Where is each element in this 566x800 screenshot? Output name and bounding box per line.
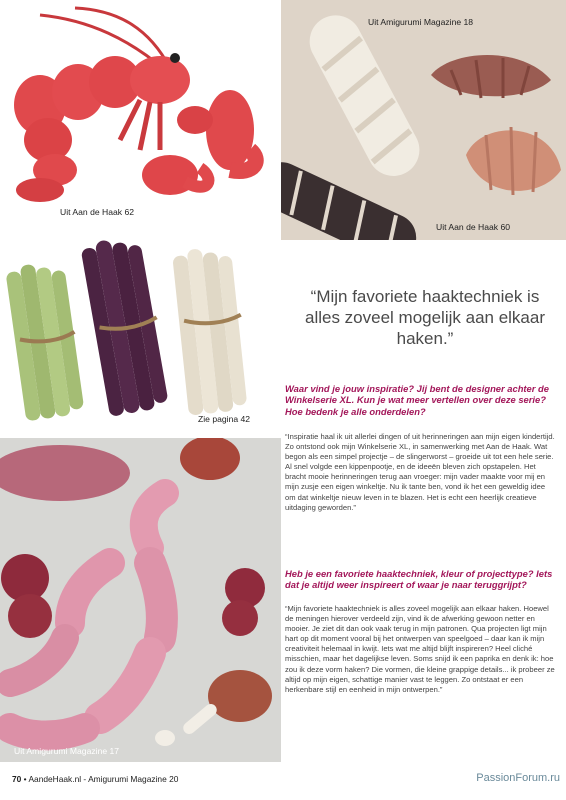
sausage-caption: Uit Amigurumi Magazine 17	[14, 746, 120, 756]
sausage-photo	[0, 438, 281, 762]
bread-illustration	[281, 0, 566, 240]
question-1: Waar vind je jouw inspiratie? Jij bent de designer achter de Winkelserie XL. Kun je wat meer vertellen over deze serie? Hoe bedenk je alle onderdelen?	[285, 383, 549, 417]
lobster-photo	[0, 0, 280, 228]
page-number: 70	[12, 774, 22, 784]
answer-1: “Inspiratie haal ik uit allerlei dingen of uit herinneringen aan mijn eigen kindertijd. Zo ontstond ook mijn Winkelserie XL, in samenwerking met Aan de Haak. Wat begon als een simpel projectje – de slingerworst – groeide uit tot een hele serie. Al snel volgde een kippenpootje, en de ideeën bleven zich opstapelen. Het bracht mooie herinneringen terug aan vroeger: mijn vader maakte voor mij en mijn zusje een eigen winkeltje. Nu ik tante ben, vond ik het een geweldig idee om dat winkeltje nieuw leven in te blazen. Het is echt een heerlijk creatieve uitdaging geworden.”	[285, 432, 555, 512]
asparagus-photo	[0, 228, 281, 438]
croissant-caption: Uit Aan de Haak 60	[436, 222, 511, 232]
watermark: PassionForum.ru	[476, 772, 560, 784]
pull-quote: “Mijn favoriete haaktechniek is alles zoveel mogelijk aan elkaar haken.”	[304, 287, 546, 348]
bread-caption: Uit Amigurumi Magazine 18	[368, 17, 474, 27]
sausage-illustration	[0, 438, 281, 762]
page-footer	[12, 774, 178, 784]
footer-site: AandeHaak.nl	[28, 774, 82, 784]
asparagus-illustration	[0, 228, 281, 438]
asparagus-caption: Zie pagina 42	[198, 414, 251, 424]
answer-2: “Mijn favoriete haaktechniek is alles zoveel mogelijk aan elkaar haken. Hoewel de meningen hierover verdeeld zijn, vind ik de afwerking gewoon netter en mooier. Je ziet dit dan ook vaak terug in mijn patronen. Qua projecten ligt mijn hart op dit moment vooral bij het ontwerpen van speelgoed – daar kan ik mijn creativiteit helemaal in kwijt. Iets wat me altijd blijft inspireren? Heel cliché misschien, maar het dagelijkse leven. Soms snijd ik een paprika en denk ik: hoe zou ik deze vorm haken? Die vormen, die kleine grappige details... ik probeer ze altijd op mijn eigen, schattige manier vast te leggen. Zo ontstaat er een herkenbare stijl en eenheid in mijn ontwerpen.”	[285, 604, 555, 694]
question-2: Heb je een favoriete haaktechniek, kleur of projecttype? Iets dat je altijd weer inspireert of waar je naar teruggrijpt?	[285, 568, 553, 591]
lobster-caption: Uit Aan de Haak 62	[60, 207, 135, 217]
footer-bullet: •	[23, 774, 27, 784]
lobster-illustration	[0, 0, 280, 228]
bread-photo	[281, 0, 566, 240]
footer-publication: - Amigurumi Magazine 20	[81, 774, 179, 784]
